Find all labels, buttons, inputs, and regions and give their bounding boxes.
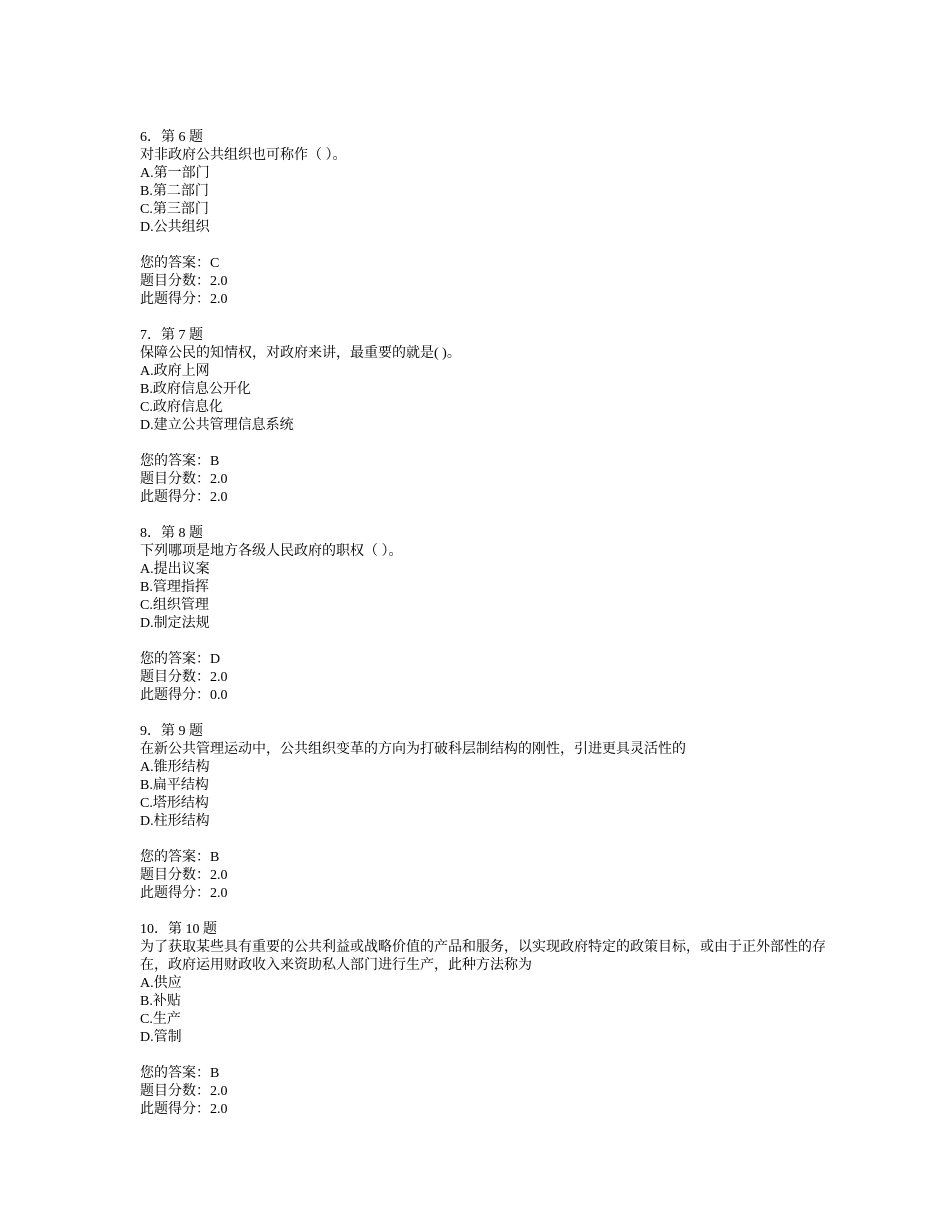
question-heading: 6．第 6 题 (140, 130, 203, 145)
question-stem: 对非政府公共组织也可称作（ ）。 (140, 148, 347, 163)
your-answer: 您的答案：B (140, 1066, 220, 1081)
question-points: 题目分数：2.0 (140, 472, 228, 487)
option-a: A.提出议案 (140, 562, 210, 577)
option-d: D.公共组织 (140, 220, 210, 235)
question-points: 题目分数：2.0 (140, 670, 228, 685)
option-d: D.柱形结构 (140, 814, 210, 829)
question-heading: 10．第 10 题 (140, 922, 217, 937)
option-c: C.生产 (140, 1012, 181, 1027)
option-b: B.管理指挥 (140, 580, 209, 595)
question-score: 此题得分：2.0 (140, 1102, 228, 1117)
question-6 (140, 129, 830, 309)
option-a: A.锥形结构 (140, 760, 210, 775)
your-answer: 您的答案：C (140, 256, 220, 271)
question-score: 此题得分：2.0 (140, 490, 228, 505)
question-9 (140, 723, 830, 903)
question-7 (140, 327, 830, 507)
question-stem: 下列哪项是地方各级人民政府的职权（ ）。 (140, 544, 403, 559)
question-points: 题目分数：2.0 (140, 1084, 228, 1099)
question-heading: 7．第 7 题 (140, 328, 203, 343)
question-stem: 在新公共管理运动中，公共组织变革的方向为打破科层制结构的刚性，引进更具灵活性的 (140, 742, 686, 757)
question-heading: 9．第 9 题 (140, 724, 203, 739)
option-a: A.第一部门 (140, 166, 210, 181)
option-b: B.政府信息公开化 (140, 382, 251, 397)
spacer (140, 1047, 830, 1065)
question-stem: 为了获取某些具有重要的公共利益或战略价值的产品和服务，以实现政府特定的政策目标，或由于正外部性的存在，政府运用财政收入来资助私人部门进行生产，此种方法称为 (140, 940, 826, 973)
option-b: B.补贴 (140, 994, 181, 1009)
your-answer: 您的答案：B (140, 850, 220, 865)
option-a: A.供应 (140, 976, 182, 991)
option-c: C.塔形结构 (140, 796, 209, 811)
document-body (140, 129, 830, 1137)
spacer (140, 831, 830, 849)
question-8 (140, 525, 830, 705)
option-c: C.组织管理 (140, 598, 209, 613)
question-score: 此题得分：2.0 (140, 292, 228, 307)
option-d: D.制定法规 (140, 616, 210, 631)
question-points: 题目分数：2.0 (140, 868, 228, 883)
your-answer: 您的答案：B (140, 454, 220, 469)
option-d: D.建立公共管理信息系统 (140, 418, 294, 433)
question-heading: 8．第 8 题 (140, 526, 203, 541)
spacer (140, 633, 830, 651)
spacer (140, 237, 830, 255)
spacer (140, 435, 830, 453)
option-d: D.管制 (140, 1030, 182, 1045)
option-a: A.政府上网 (140, 364, 210, 379)
question-stem: 保障公民的知情权，对政府来讲，最重要的就是( )。 (140, 346, 461, 361)
option-b: B.第二部门 (140, 184, 209, 199)
question-points: 题目分数：2.0 (140, 274, 228, 289)
question-10 (140, 921, 830, 1119)
your-answer: 您的答案：D (140, 652, 221, 667)
option-c: C.第三部门 (140, 202, 209, 217)
question-score: 此题得分：2.0 (140, 886, 228, 901)
question-score: 此题得分：0.0 (140, 688, 228, 703)
option-c: C.政府信息化 (140, 400, 223, 415)
option-b: B.扁平结构 (140, 778, 209, 793)
